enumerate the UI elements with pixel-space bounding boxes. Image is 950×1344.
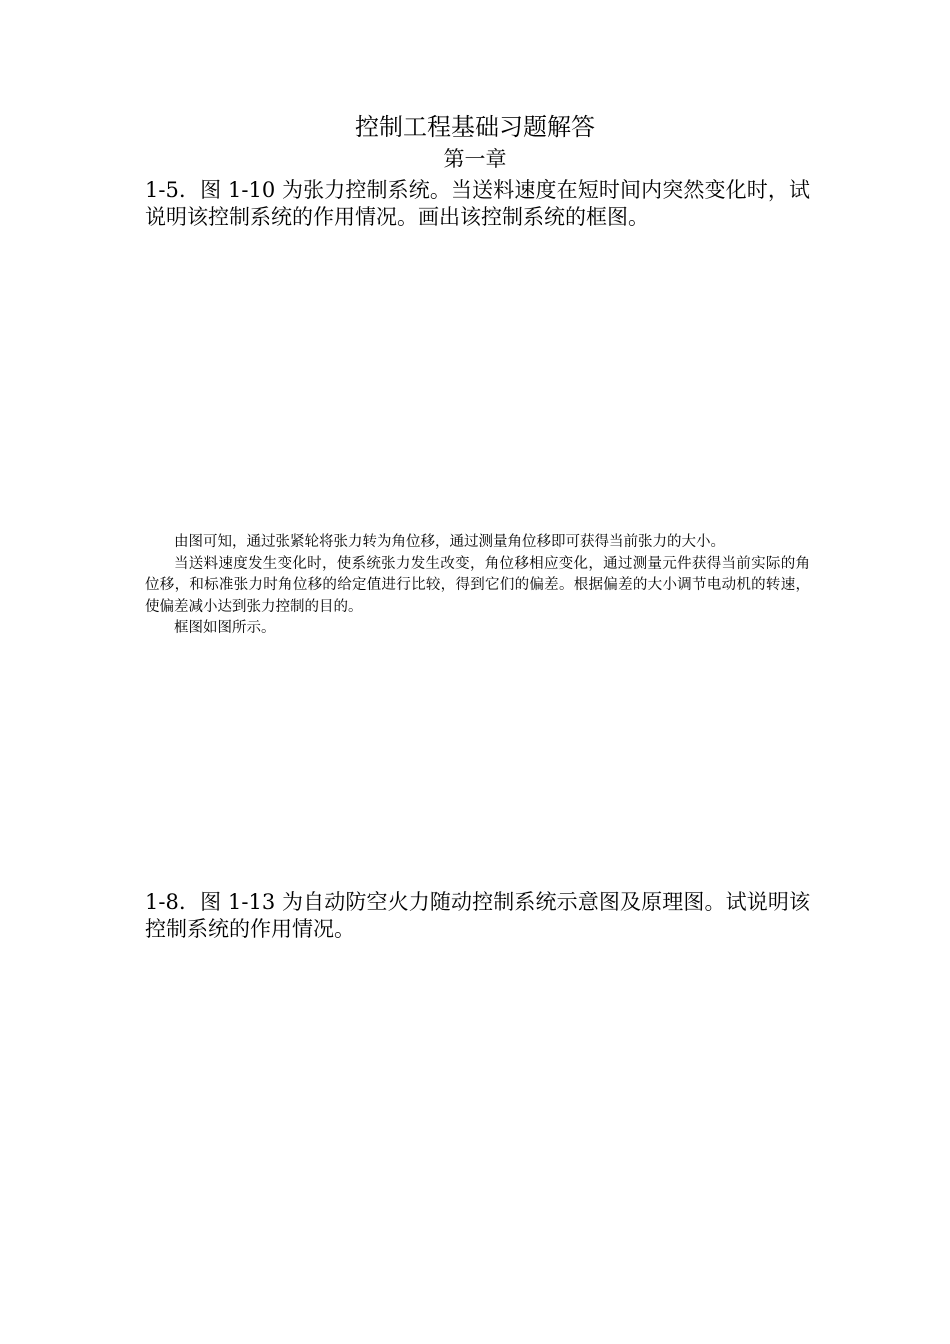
answer-paragraph: 当送料速度发生变化时，使系统张力发生改变，角位移相应变化，通过测量元件获得当前实际的角位移，和标准张力时角位移的给定值进行比较，得到它们的偏差。根据偏差的大小调节电动机的转速，使偏差减小达到张力控制的目的。 xyxy=(145,555,810,615)
answer-paragraph: 由图可知，通过张紧轮将张力转为角位移，通过测量角位移即可获得当前张力的大小。 xyxy=(174,534,725,550)
question-1-5: 1-5．图 1-10 为张力控制系统。当送料速度在短时间内突然变化时，试说明该控制系统的作用情况。画出该控制系统的框图。 xyxy=(145,178,810,229)
figure-1-10-placeholder xyxy=(145,240,810,520)
block-diagram-placeholder xyxy=(145,670,810,870)
chapter-heading: 第一章 xyxy=(443,147,507,171)
answer-paragraph: 框图如图所示。 xyxy=(174,620,276,636)
question-1-8: 1-8．图 1-13 为自动防空火力随动控制系统示意图及原理图。试说明该控制系统的作用情况。 xyxy=(145,890,810,941)
answer-1-5 xyxy=(145,532,810,640)
document-title: 控制工程基础习题解答 xyxy=(355,113,595,141)
